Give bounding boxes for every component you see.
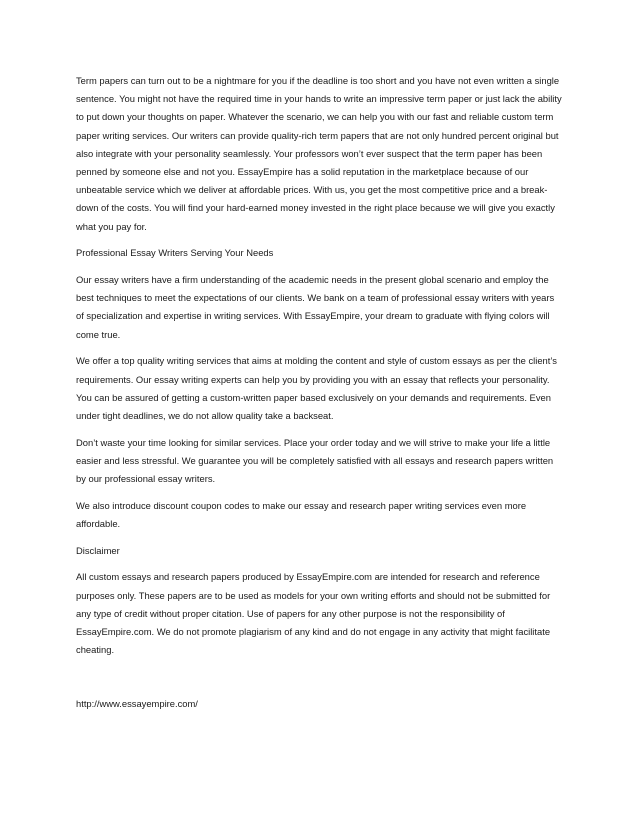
services-paragraph: We offer a top quality writing services that aims at molding the content and style of custom essays as per the client’s requirements. Our essay writing experts can help you by providing you with an essay that reflects your personality. You can be assured of getting a custom-written paper based exclusively on your demands and requirements. Even under tight deadlines, we do not allow quality take a backseat.: [76, 355, 557, 421]
disclaimer-paragraph: All custom essays and research papers produced by EssayEmpire.com are intended for research and reference purposes only. These papers are to be used as models for your own writing efforts and should not be submitted for any type of credit without proper citation. Use of papers for any other purpose is not the responsibility of EssayEmpire.com. We do not promote plagiarism of any kind and do not engage in any activity that might facilitate cheating.: [76, 571, 551, 656]
order-paragraph: Don’t waste your time looking for similar services. Place your order today and we will strive to make your life a little easier and less stressful. We guarantee you will be completely satisfied with all essays and research papers written by our professional essay writers.: [76, 436, 554, 485]
website-url: http://www.essayempire.com/: [76, 697, 198, 709]
document-body: [76, 72, 564, 713]
disclaimer-heading: Disclaimer: [76, 544, 120, 556]
writers-paragraph: Our essay writers have a firm understanding of the academic needs in the present global scenario and employ the best techniques to meet the expectations of our clients. We bank on a team of professional essay writers with years of specialization and expertise in writing services. With EssayEmpire, your dream to graduate with flying colors will come true.: [76, 274, 555, 340]
section-heading-professional-writers: Professional Essay Writers Serving Your Needs: [76, 247, 274, 259]
blank-spacer: [76, 668, 564, 695]
coupon-paragraph: We also introduce discount coupon codes to make our essay and research paper writing services even more affordable.: [76, 499, 527, 529]
intro-paragraph: Term papers can turn out to be a nightmare for you if the deadline is too short and you have not even written a single sentence. You might not have the required time in your hands to write an impressive term paper or just lack the ability to put down your thoughts on paper. Whatever the scenario, we can help you with our fast and reliable custom term paper writing services. Our writers can provide quality-rich term papers that are not only hundred percent original but also integrate with your personality seamlessly. Your professors won’t ever suspect that the term paper has been penned by someone else and not you. EssayEmpire has a solid reputation in the marketplace because of our unbeatable service which we deliver at affordable prices. With us, you get the most competitive price and a break-down of the costs. You will find your hard-earned money invested in the right place because we will give you exactly what you pay for.: [76, 75, 562, 232]
